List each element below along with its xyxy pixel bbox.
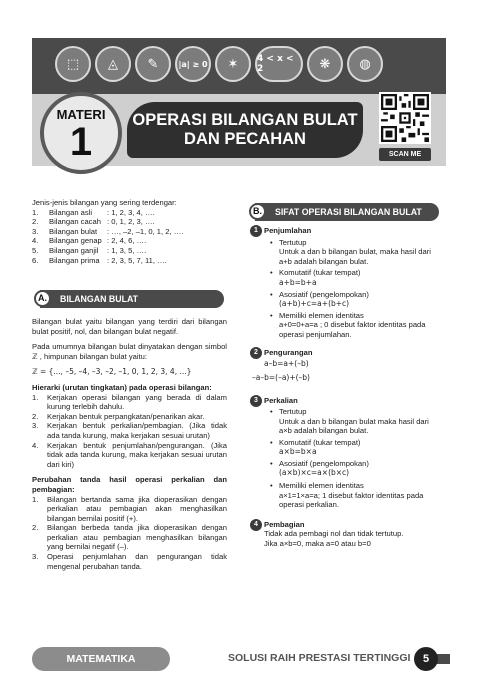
list-item: 2. Bilangan berbeda tanda jika dioperasikan dengan perkalian atau pembagian menghasilkan bilangan yang bernilai negatif (–). bbox=[32, 523, 227, 552]
sign-change-list bbox=[32, 495, 227, 572]
header-icon-row bbox=[55, 46, 383, 86]
sign-change-title: Perubahan tanda hasil operasi perkalian dan pembagian: bbox=[32, 475, 227, 494]
subsection-multiplication bbox=[250, 396, 442, 510]
list-item: 3. Operasi penjumlahan dan pengurangan tidak mengenal perubahan tanda. bbox=[32, 552, 227, 571]
left-intro bbox=[32, 198, 232, 265]
globe-icon: ◍ bbox=[347, 46, 383, 82]
qr-code[interactable] bbox=[379, 92, 431, 144]
list-item: • Komutatif (tukar tempat) a×b=b×a bbox=[270, 438, 442, 457]
absolute-value-icon: |a| ≥ 0 bbox=[175, 46, 211, 82]
subsection-number: 3 bbox=[250, 395, 262, 407]
section-b-badge: B. bbox=[249, 203, 266, 220]
subsection-division bbox=[250, 520, 442, 549]
list-item: 5. Bilangan ganjil : 1, 3, 5, …. bbox=[32, 245, 147, 255]
equation: –a–b=(–a)+(–b) bbox=[252, 372, 310, 382]
chapter-label: MATERI bbox=[56, 107, 106, 122]
list-item: • Tertutup Untuk a dan b bilangan bulat maka hasil dari a×b adalah bilangan bulat. bbox=[270, 407, 442, 436]
subsection-subtraction bbox=[250, 348, 442, 383]
footer-bar bbox=[436, 654, 450, 664]
list-item: 3. Bilangan bulat : …, –2, –1, 0, 1, 2, …. bbox=[32, 226, 184, 236]
list-item: 1. Bilangan asli : 1, 2, 3, 4, …. bbox=[32, 207, 155, 217]
list-item: 3. Kerjakan bentuk perkalian/pembagian. (Jika tidak ada tanda kurung, maka kerjakan sesuai urutan) bbox=[32, 421, 227, 440]
list-item: • Memiliki elemen identitas a×1=1×a=a; 1 disebut faktor identitas pada operasi perkalian. bbox=[270, 481, 442, 510]
chapter-title bbox=[127, 102, 363, 158]
list-item: 2. Kerjakan bentuk perpangkatan/penarikan akar. bbox=[32, 411, 205, 421]
subsection-title: Perkalian bbox=[264, 396, 298, 406]
page-number: 5 bbox=[414, 647, 438, 671]
paragraph: Bilangan bulat yaitu bilangan yang terdiri dari bilangan bulat positif, nol, dan bilangan bulat negatif. bbox=[32, 317, 227, 336]
footer-subject: MATEMATIKA bbox=[32, 647, 170, 671]
chapter-title-line2: DAN PECAHAN bbox=[184, 130, 306, 148]
hierarchy-list bbox=[32, 393, 227, 470]
chapter-badge bbox=[40, 92, 122, 174]
chapter-title-line1: OPERASI BILANGAN BULAT bbox=[132, 111, 358, 129]
star-polygon-icon: ✶ bbox=[215, 46, 251, 82]
section-b-title: SIFAT OPERASI BILANGAN BULAT bbox=[275, 207, 422, 217]
hierarchy-title: Hierarki (urutan tingkatan) pada operasi bilangan: bbox=[32, 382, 212, 392]
subsection-number: 4 bbox=[250, 519, 262, 531]
chapter-number: 1 bbox=[69, 120, 93, 164]
section-a-title: BILANGAN BULAT bbox=[60, 294, 139, 304]
list-item: 4. Bilangan genap : 2, 4, 6, …. bbox=[32, 236, 147, 246]
section-a-badge: A. bbox=[34, 290, 51, 307]
intro-text: Jenis-jenis bilangan yang sering terdengar: bbox=[32, 198, 177, 207]
subsection-addition bbox=[250, 226, 442, 340]
list-item: • Tertutup Untuk a dan b bilangan bulat, maka hasil dari a+b adalah bilangan bulat. bbox=[270, 238, 442, 267]
compass-icon: ◬ bbox=[95, 46, 131, 82]
number-types-list bbox=[32, 208, 232, 266]
paragraph: Tidak ada pembagi nol dan tidak tertutup. bbox=[264, 529, 404, 539]
list-item: 6. Bilangan prima : 2, 3, 5, 7, 11, …. bbox=[32, 255, 167, 265]
subsection-title: Pembagian bbox=[264, 519, 305, 529]
list-item: 2. Bilangan cacah : 0, 1, 2, 3, …. bbox=[32, 217, 155, 227]
qr-code-icon bbox=[381, 94, 429, 142]
equation: a–b=a+(–b) bbox=[264, 359, 309, 369]
list-item: • Asosiatif (pengelompokan) (a×b)×c=a×(b×c) bbox=[270, 459, 442, 478]
section-b-body bbox=[250, 226, 442, 549]
cube-icon: ⬚ bbox=[55, 46, 91, 82]
scan-me-label[interactable]: SCAN ME bbox=[379, 148, 431, 161]
list-item: 1. Kerjakan operasi bilangan yang berada di dalam kurung terlebih dahulu. bbox=[32, 392, 227, 412]
subsection-number: 2 bbox=[250, 347, 262, 359]
paragraph: Jika a×b=0, maka a=0 atau b=0 bbox=[264, 539, 371, 549]
integer-set: ℤ = {..., –5, –4, –3, –2, –1, 0, 1, 2, 3, 4, ...} bbox=[32, 367, 192, 377]
list-item: • Komutatif (tukar tempat) a+b=b+a bbox=[270, 268, 442, 287]
list-item: 1. Bilangan bertanda sama jika dioperasikan dengan perkalian atau pembagian akan menghasilkan bilangan bernilai positif (+). bbox=[32, 494, 227, 523]
paragraph: Pada umumnya bilangan bulat dinyatakan dengan simbol ℤ , himpunan bilangan bulat yaitu: bbox=[32, 342, 227, 361]
subsection-title: Penjumlahan bbox=[264, 226, 312, 235]
inequality-icon: 4 < x < 2 bbox=[255, 46, 303, 82]
section-a-body bbox=[32, 317, 227, 571]
fractal-icon: ❋ bbox=[307, 46, 343, 82]
list-item: • Asosiatif (pengelompokan) (a+b)+c=a+(b+c) bbox=[270, 290, 442, 309]
geometry-icon: ✎ bbox=[135, 46, 171, 82]
list-item: • Memiliki elemen identitas a+0=0+a=a ; 0 disebut faktor identitas pada operasi penjumlahan. bbox=[270, 311, 442, 340]
footer-tagline: SOLUSI RAIH PRESTASI TERTINGGI bbox=[228, 652, 411, 664]
subsection-title: Pengurangan bbox=[264, 347, 313, 357]
list-item: 4. Kerjakan bentuk penjumlahan/pengurangan. (Jika tidak ada tanda kurung, maka kerjakan sesuai urutan dari kiri) bbox=[32, 440, 227, 469]
subsection-number: 1 bbox=[250, 225, 262, 237]
